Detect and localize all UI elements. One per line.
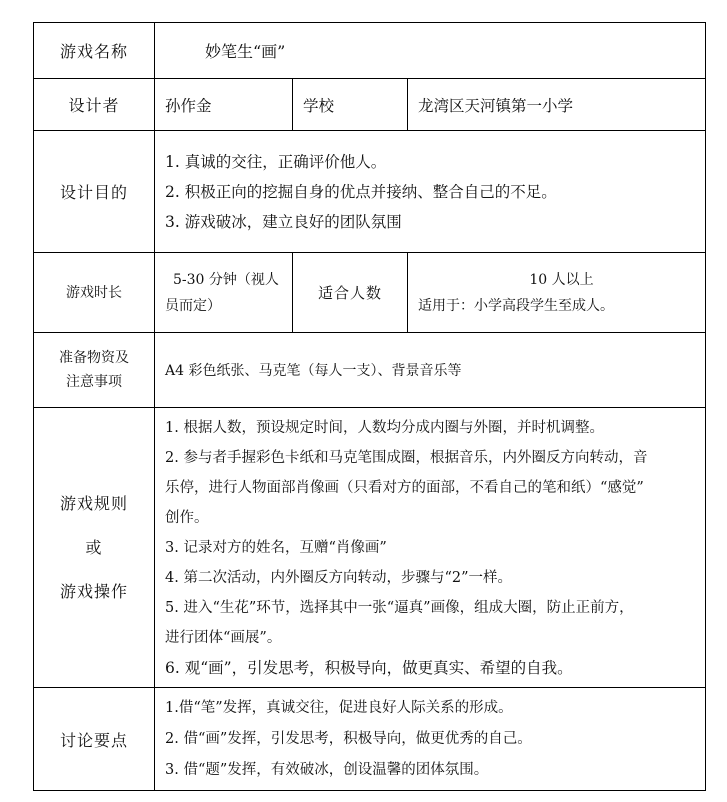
discussion-item-2: 2. 借“画”发挥，引发思考，积极导向，做更优秀的自己。 bbox=[165, 730, 532, 747]
row-purpose bbox=[34, 131, 706, 253]
purpose-list bbox=[155, 131, 706, 253]
row-materials bbox=[34, 333, 706, 408]
discussion-item-3: 3. 借“题”发挥，有效破冰，创设温馨的团体氛围。 bbox=[165, 761, 489, 778]
rules-line-1: 1. 根据人数，预设规定时间，人数均分成内圈与外圈，并时机调整。 bbox=[165, 419, 604, 436]
game-name-value bbox=[155, 23, 706, 79]
materials-value: A4 彩色纸张、马克笔（每人一支）、背景音乐等 bbox=[155, 333, 706, 408]
row-discussion bbox=[34, 688, 706, 791]
row-game-name bbox=[34, 23, 706, 79]
rules-line-6: 4. 第二次活动，内外圈反方向转动，步骤与“2”一样。 bbox=[165, 569, 512, 586]
label-materials-line-2: 注意事项 bbox=[66, 374, 122, 390]
label-purpose: 设计目的 bbox=[34, 131, 155, 253]
label-rules bbox=[34, 408, 155, 688]
label-school: 学校 bbox=[293, 79, 408, 131]
rules-line-7: 5. 进入“生花”环节，选择其中一张“逼真”画像，组成大圈，防止正前方， bbox=[165, 599, 634, 616]
label-materials bbox=[34, 333, 155, 408]
label-materials-line-1: 准备物资及 bbox=[59, 350, 129, 366]
game-name-text: 妙笔生“画” bbox=[205, 42, 286, 61]
rules-line-3: 乐停，进行人物面部肖像画（只看对方的面部，不看自己的笔和纸）“感觉” bbox=[165, 479, 644, 496]
designer-name: 孙作金 bbox=[155, 79, 293, 131]
purpose-item-1: 1. 真诚的交往，正确评价他人。 bbox=[165, 152, 387, 171]
purpose-item-3: 3. 游戏破冰，建立良好的团队氛围 bbox=[165, 212, 402, 231]
label-rules-line-3: 游戏操作 bbox=[59, 581, 128, 601]
people-suitable: 适用于：小学高段学生至成人。 bbox=[418, 297, 614, 314]
rules-line-9: 6. 观“画”，引发思考，积极导向，做更真实、希望的自我。 bbox=[165, 658, 573, 677]
row-designer bbox=[34, 79, 706, 131]
purpose-item-2: 2. 积极正向的挖掘自身的优点并接纳、整合自己的不足。 bbox=[165, 182, 557, 201]
discussion-item-1: 1.借“笔”发挥，真诚交往，促进良好人际关系的形成。 bbox=[165, 699, 513, 716]
duration-value bbox=[155, 253, 293, 333]
row-rules bbox=[34, 408, 706, 688]
rules-line-2: 2. 参与者手握彩色卡纸和马克笔围成圈，根据音乐，内外圈反方向转动，音 bbox=[165, 449, 648, 466]
duration-line-1: 5-30 分钟（视人 bbox=[173, 271, 279, 288]
label-rules-line-1: 游戏规则 bbox=[59, 493, 128, 513]
label-designer: 设计者 bbox=[34, 79, 155, 131]
label-discussion: 讨论要点 bbox=[34, 688, 155, 791]
school-name: 龙湾区天河镇第一小学 bbox=[408, 79, 706, 131]
label-rules-line-2: 或 bbox=[85, 537, 103, 557]
label-people: 适合人数 bbox=[293, 253, 408, 333]
label-duration: 游戏时长 bbox=[34, 253, 155, 333]
discussion-list bbox=[155, 688, 706, 791]
game-design-table bbox=[33, 22, 706, 791]
row-duration bbox=[34, 253, 706, 333]
duration-line-2: 员而定） bbox=[165, 297, 221, 314]
people-count: 10 人以上 bbox=[529, 271, 594, 288]
rules-line-5: 3. 记录对方的姓名，互赠“肖像画” bbox=[165, 539, 387, 556]
rules-list bbox=[155, 408, 706, 688]
people-value bbox=[408, 253, 706, 333]
rules-line-4: 创作。 bbox=[165, 509, 209, 526]
rules-line-8: 进行团体“画展”。 bbox=[165, 629, 282, 646]
label-game-name: 游戏名称 bbox=[34, 23, 155, 79]
